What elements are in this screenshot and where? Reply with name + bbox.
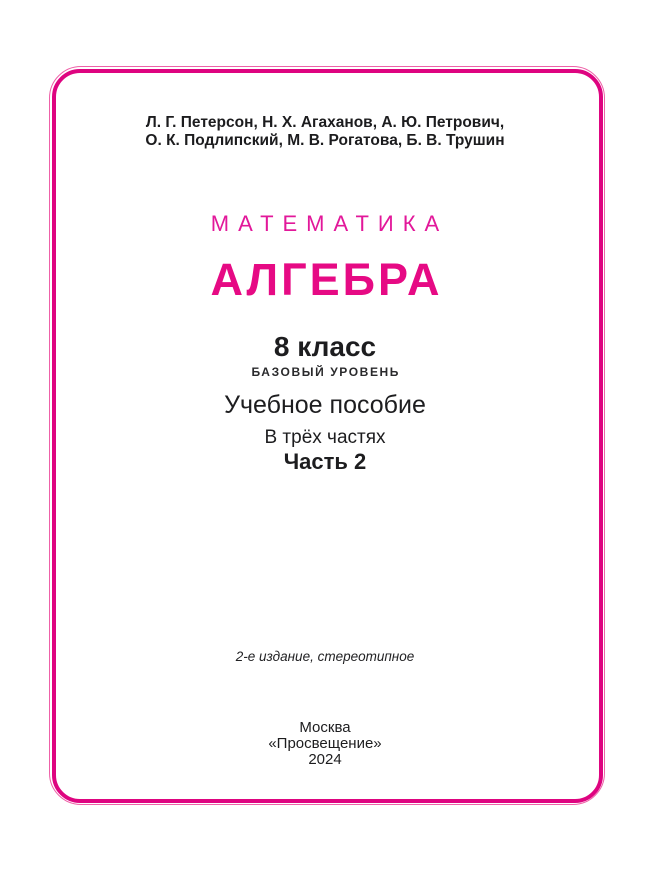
book-title: АЛГЕБРА <box>210 254 443 305</box>
imprint-city: Москва <box>299 719 351 736</box>
parts-note: В трёх частях <box>264 427 386 448</box>
publication-type: Учебное пособие <box>224 391 426 419</box>
grade-label: 8 класс <box>273 331 377 362</box>
part-number: Часть 2 <box>283 449 367 474</box>
authors-line-2: О. К. Подлипский, М. В. Рогатова, Б. В. Трушин <box>145 131 505 149</box>
imprint <box>0 720 650 768</box>
edition-note: 2-е издание, стереотипное <box>235 649 415 664</box>
series-title: МАТЕМАТИКА <box>210 211 449 236</box>
authors-line-1: Л. Г. Петерсон, Н. Х. Агаханов, А. Ю. Петрович, <box>145 114 505 131</box>
imprint-year: 2024 <box>308 751 342 768</box>
level-label: БАЗОВЫЙ УРОВЕНЬ <box>251 365 401 379</box>
imprint-publisher: «Просвещение» <box>268 735 382 752</box>
authors <box>0 114 650 149</box>
